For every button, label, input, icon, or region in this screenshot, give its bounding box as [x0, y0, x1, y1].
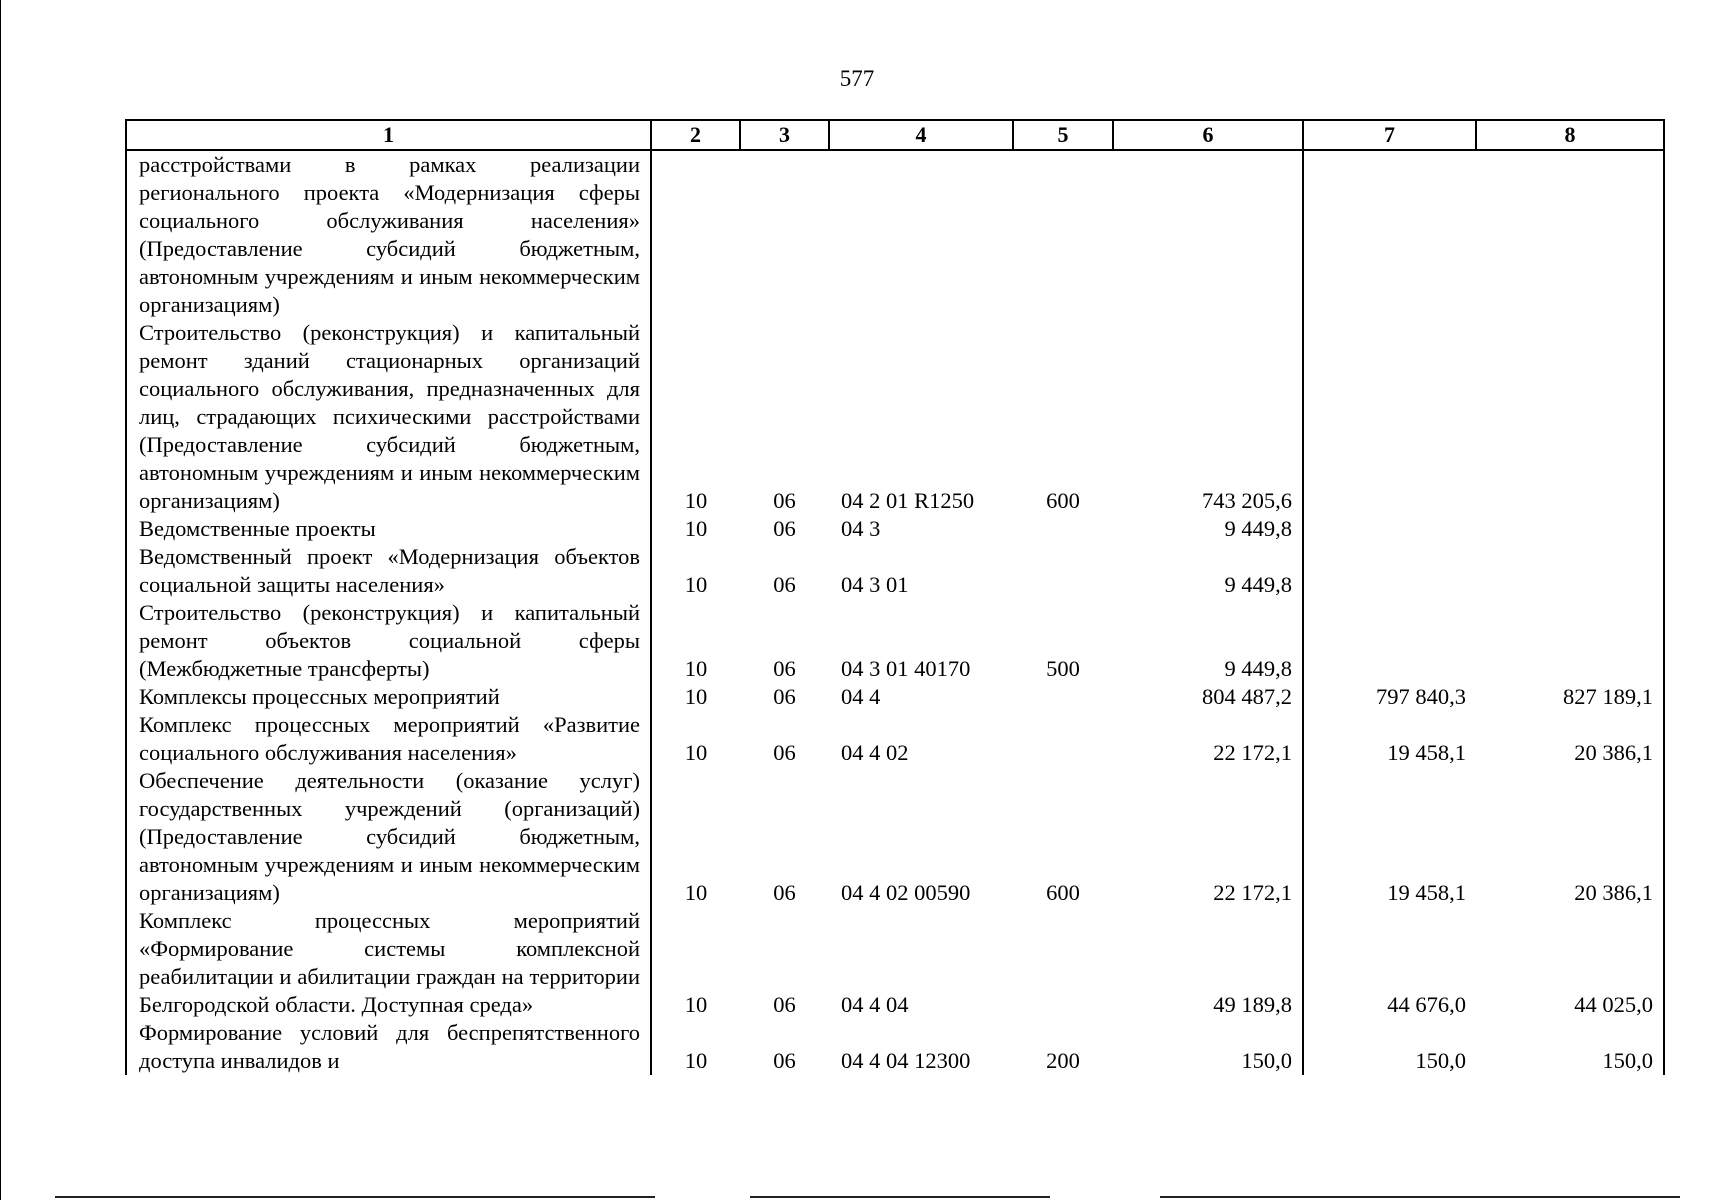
row-expense-type	[1013, 907, 1113, 1019]
row-section: 10	[684, 992, 708, 1017]
table-row	[126, 150, 1664, 319]
row-section: 10	[684, 1048, 708, 1073]
row-section: 10	[684, 488, 708, 513]
row-target-code: 04 3 01 40170	[841, 656, 971, 681]
row-name: Формирование условий для беспрепятственного доступа инвалидов и	[126, 1019, 651, 1075]
row-subsection: 06	[773, 656, 796, 681]
row-expense-type	[1013, 711, 1113, 767]
row-sum-col8	[1476, 599, 1664, 683]
row-target-code: 04 3	[841, 516, 881, 541]
table-row	[126, 599, 1664, 683]
row-subsection: 06	[773, 684, 796, 709]
header-col-7: 7	[1303, 120, 1476, 150]
row-sum-col6: 743 205,6	[1202, 488, 1292, 513]
row-subsection: 06	[773, 516, 796, 541]
table-row	[126, 683, 1664, 711]
row-target-code: 04 2 01 R1250	[841, 488, 975, 513]
row-expense-type: 600	[1046, 488, 1080, 513]
row-sum-col8: 44 025,0	[1476, 907, 1664, 1019]
row-sum-col6: 150,0	[1241, 1048, 1292, 1073]
row-sum-col7: 19 458,1	[1303, 711, 1476, 767]
row-target-code	[829, 150, 1013, 319]
row-sum-col8: 20 386,1	[1476, 711, 1664, 767]
row-section: 10	[684, 656, 708, 681]
row-subsection: 06	[773, 740, 796, 765]
table-row	[126, 319, 1664, 515]
row-name: Строительство (реконструкция) и капитальный ремонт объектов социальной сферы (Межбюджетные трансферты)	[126, 599, 651, 683]
row-sum-col7	[1303, 515, 1476, 543]
row-name: расстройствами в рамках реализации регионального проекта «Модернизация сферы социального обслуживания населения» (Предоставление субсидий бюджетным, автономным учреждениям и иным некоммерческим организациям)	[126, 150, 651, 319]
row-name: Строительство (реконструкция) и капитальный ремонт зданий стационарных организаций социального обслуживания, предназначенных для лиц, страдающих психическими расстройствами (Предоставление субсидий бюджетным, автономным учреждениям и иным некоммерческим организациям)	[126, 319, 651, 515]
footer-scan-line	[1160, 1196, 1680, 1198]
row-subsection: 06	[773, 572, 796, 597]
row-expense-type: 500	[1046, 656, 1080, 681]
row-section: 10	[684, 684, 708, 709]
header-col-1: 1	[126, 120, 651, 150]
header-col-5: 5	[1013, 120, 1113, 150]
row-name: Комплекс процессных мероприятий «Развитие социального обслуживания населения»	[126, 711, 651, 767]
row-name: Обеспечение деятельности (оказание услуг) государственных учреждений (организаций) (Предоставление субсидий бюджетным, автономным учреждениям и иным некоммерческим организациям)	[126, 767, 651, 907]
row-subsection: 06	[773, 488, 796, 513]
row-name: Ведомственный проект «Модернизация объектов социальной защиты населения»	[126, 543, 651, 599]
row-section: 10	[684, 880, 708, 905]
row-sum-col6: 49 189,8	[1213, 992, 1292, 1017]
header-col-2: 2	[651, 120, 740, 150]
row-target-code: 04 4 04 12300	[841, 1048, 971, 1073]
row-sum-col7: 150,0	[1303, 1019, 1476, 1075]
row-sum-col7: 797 840,3	[1303, 683, 1476, 711]
row-expense-type	[1013, 150, 1113, 319]
header-col-3: 3	[740, 120, 829, 150]
page-number: 577	[839, 66, 875, 91]
row-sum-col8	[1476, 319, 1664, 515]
row-sum-col6: 9 449,8	[1224, 516, 1292, 541]
row-name: Комплекс процессных мероприятий «Формирование системы комплексной реабилитации и абилитации граждан на территории Белгородской области. Доступная среда»	[126, 907, 651, 1019]
row-sum-col8: 150,0	[1476, 1019, 1664, 1075]
row-sum-col7	[1303, 150, 1476, 319]
row-subsection: 06	[773, 1048, 796, 1073]
header-col-8: 8	[1476, 120, 1664, 150]
row-subsection: 06	[773, 880, 796, 905]
header-col-4: 4	[829, 120, 1013, 150]
table-row	[126, 515, 1664, 543]
row-target-code: 04 4	[841, 684, 881, 709]
row-section: 10	[684, 740, 708, 765]
row-sum-col8: 827 189,1	[1476, 683, 1664, 711]
row-target-code: 04 3 01	[841, 572, 909, 597]
table-row	[126, 1019, 1664, 1075]
page-left-edge	[0, 0, 1, 1200]
row-sum-col6: 804 487,2	[1202, 684, 1292, 709]
row-expense-type	[1013, 515, 1113, 543]
row-sum-col6: 9 449,8	[1224, 656, 1292, 681]
footer-scan-line	[55, 1196, 655, 1198]
table-header-row	[126, 120, 1664, 150]
row-sum-col6: 22 172,1	[1213, 740, 1292, 765]
row-sum-col8	[1476, 543, 1664, 599]
row-sum-col6: 9 449,8	[1224, 572, 1292, 597]
footer-scan-line	[750, 1196, 1050, 1198]
row-target-code: 04 4 02	[841, 740, 909, 765]
table-row	[126, 767, 1664, 907]
row-subsection: 06	[773, 992, 796, 1017]
table-row	[126, 711, 1664, 767]
row-name: Комплексы процессных мероприятий	[126, 683, 651, 711]
row-target-code: 04 4 04	[841, 992, 909, 1017]
row-sum-col8	[1476, 515, 1664, 543]
row-expense-type: 600	[1046, 880, 1080, 905]
row-subsection	[740, 150, 829, 319]
row-expense-type: 200	[1046, 1048, 1080, 1073]
header-col-6: 6	[1113, 120, 1303, 150]
row-sum-col7: 44 676,0	[1303, 907, 1476, 1019]
row-section: 10	[684, 572, 708, 597]
row-sum-col6	[1113, 150, 1303, 319]
row-section: 10	[684, 516, 708, 541]
row-expense-type	[1013, 683, 1113, 711]
row-sum-col6: 22 172,1	[1213, 880, 1292, 905]
row-sum-col7	[1303, 599, 1476, 683]
row-section	[651, 150, 740, 319]
row-sum-col7	[1303, 319, 1476, 515]
table-row	[126, 907, 1664, 1019]
row-sum-col7	[1303, 543, 1476, 599]
table-row	[126, 543, 1664, 599]
row-sum-col7: 19 458,1	[1303, 767, 1476, 907]
budget-table	[125, 119, 1665, 1075]
row-sum-col8: 20 386,1	[1476, 767, 1664, 907]
row-sum-col8	[1476, 150, 1664, 319]
row-name: Ведомственные проекты	[126, 515, 651, 543]
row-expense-type	[1013, 543, 1113, 599]
row-target-code: 04 4 02 00590	[841, 880, 971, 905]
